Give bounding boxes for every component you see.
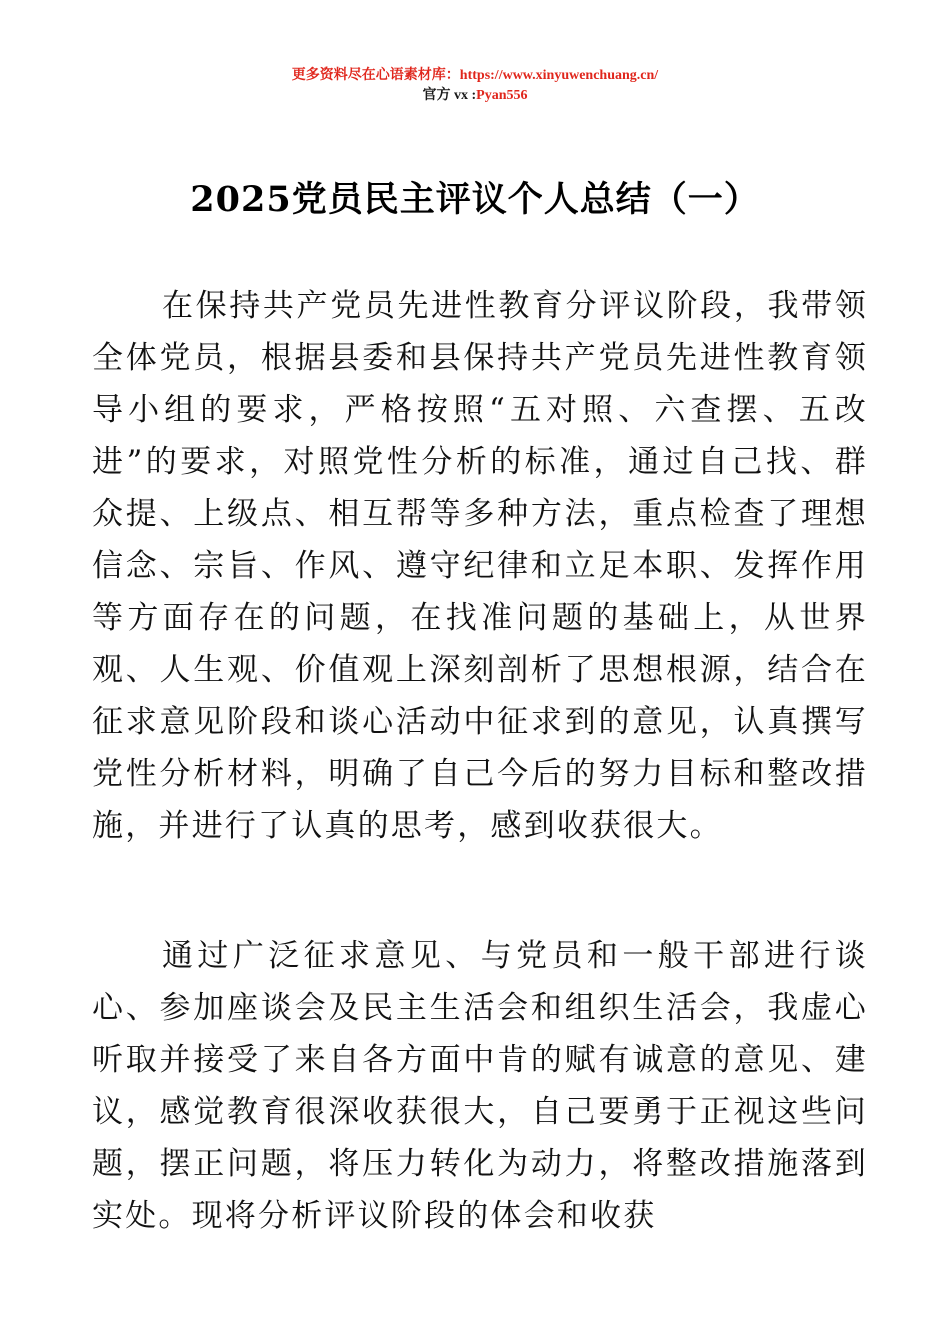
header-contact-line (0, 86, 950, 106)
source-header (0, 66, 950, 106)
document-title: 2025党员民主评议个人总结（一） (190, 179, 760, 220)
header-source-line: 更多资料尽在心语素材库：https://www.xinyuwenchuang.cn/ (291, 68, 659, 83)
body-paragraph-1-block (92, 280, 868, 852)
body-paragraph: 通过广泛征求意见、与党员和一般干部进行谈心、参加座谈会及民主生活会和组织生活会，我虚心听取并接受了来自各方面中肯的赋有诚意的意见、建议，感觉教育很深收获很大，自己要勇于正视这些问题，摆正问题，将压力转化为动力，将整改措施落到实处。现将分析评议阶段的体会和收获 (92, 938, 868, 1234)
header-contact-prefix: 官方 vx : (422, 88, 477, 103)
body-paragraph: 在保持共产党员先进性教育分评议阶段，我带领全体党员，根据县委和县保持共产党员先进性教育领导小组的要求，严格按照“五对照、六查摆、五改进”的要求，对照党性分析的标准，通过自己找、群众提、上级点、相互帮等多种方法，重点检查了理想信念、宗旨、作风、遵守纪律和立足本职、发挥作用等方面存在的问题，在找准问题的基础上，从世界观、人生观、价值观上深刻剖析了思想根源，结合在征求意见阶段和谈心活动中征求到的意见，认真撰写党性分析材料，明确了自己今后的努力目标和整改措施，并进行了认真的思考，感到收获很大。 (92, 288, 868, 844)
header-contact-id: Pyan556 (476, 88, 528, 103)
body-paragraph-2-block (92, 930, 868, 1242)
